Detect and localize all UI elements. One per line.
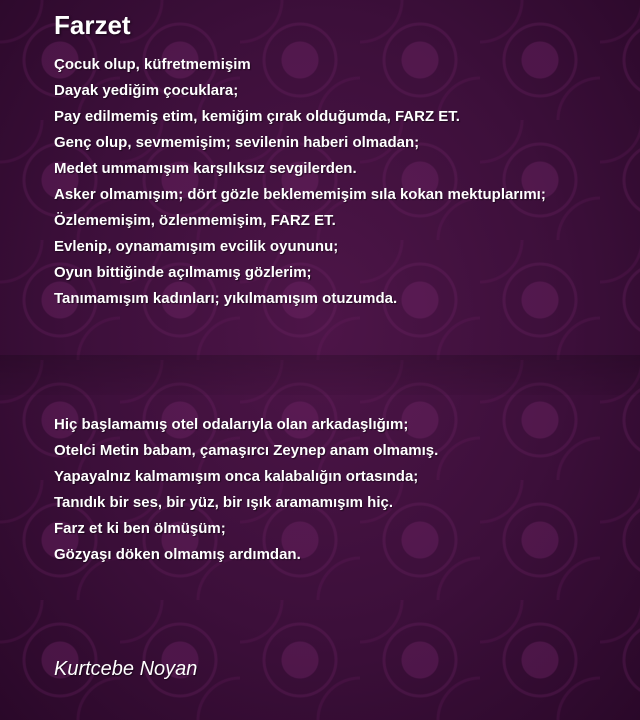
poem-line: Dayak yediğim çocuklara; (54, 82, 239, 99)
poem-author: Kurtcebe Noyan (54, 658, 198, 680)
poem-line: Genç olup, sevmemişim; sevilenin haberi olmadan; (54, 134, 420, 151)
poem-line: Özlememişim, özlenmemişim, FARZ ET. (54, 212, 336, 229)
poem-line: Medet ummamışım karşılıksız sevgilerden. (54, 160, 357, 177)
poem-line: Oyun bittiğinde açılmamış gözlerim; (54, 264, 312, 281)
poem-line: Tanıdık bir ses, bir yüz, bir ışık aramamışım hiç. (54, 494, 394, 511)
poem-line: Tanımamışım kadınları; yıkılmamışım otuzumda. (54, 290, 398, 307)
background-band (0, 355, 640, 395)
poem-line: Evlenip, oynamamışım evcilik oyununu; (54, 238, 339, 255)
poem-line: Yapayalnız kalmamışım onca kalabalığın ortasında; (54, 468, 419, 485)
poem-line: Pay edilmemiş etim, kemiğim çırak olduğumda, FARZ ET. (54, 108, 460, 125)
poem-line: Gözyaşı döken olmamış ardımdan. (54, 546, 301, 563)
stanza-2 (54, 412, 438, 568)
poem-line: Asker olmamışım; dört gözle beklememişim sıla kokan mektuplarımı; (54, 186, 546, 203)
poem-line: Hiç başlamamış otel odalarıyla olan arkadaşlığım; (54, 416, 409, 433)
poem-line: Otelci Metin babam, çamaşırcı Zeynep anam olmamış. (54, 442, 439, 459)
poem-line: Farz et ki ben ölmüşüm; (54, 520, 226, 537)
poem-title: Farzet (54, 10, 131, 40)
poem-line: Çocuk olup, küfretmemişim (54, 56, 251, 73)
stanza-1 (54, 52, 546, 312)
